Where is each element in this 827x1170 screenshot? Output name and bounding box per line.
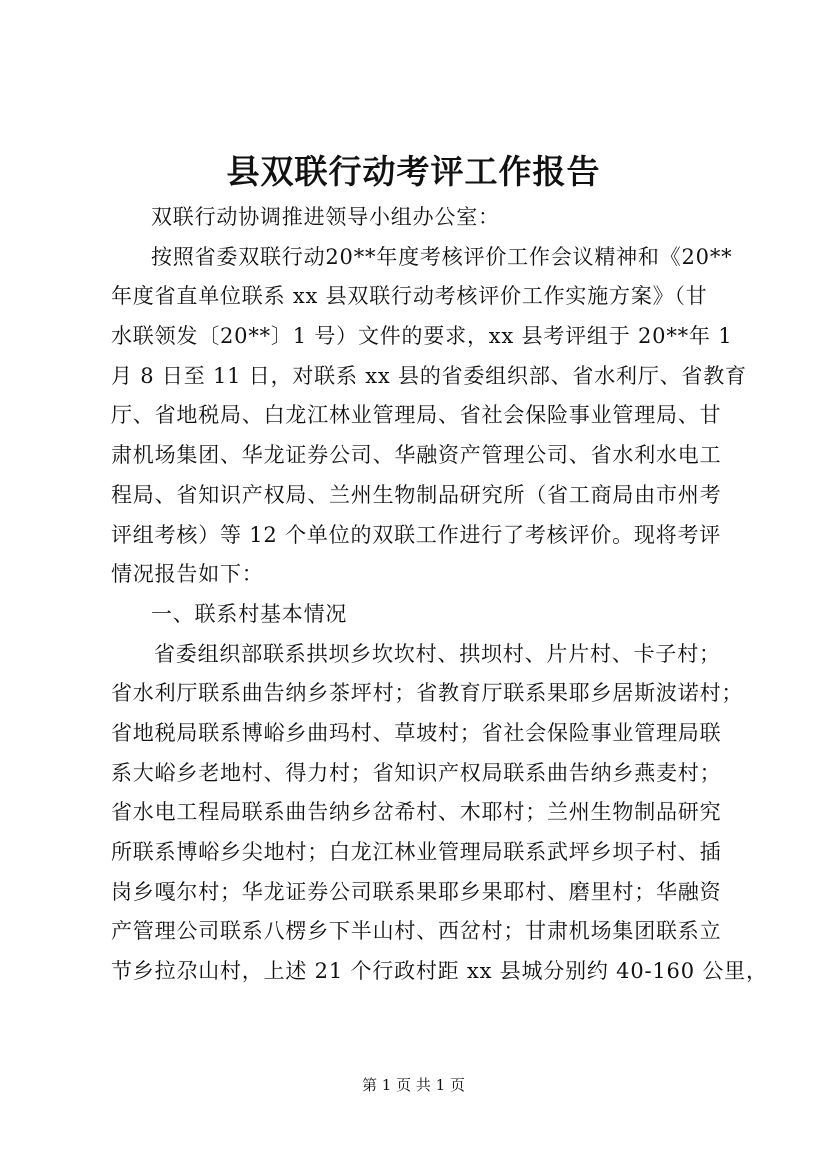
text-line: 所联系博峪乡尖地村；白龙江林业管理局联系武坪乡坝子村、插 [111,840,722,864]
text-line: 省地税局联系博峪乡曲玛村、草坡村；省社会保险事业管理局联 [111,720,722,745]
document-body [111,198,768,992]
text-line: 年度省直单位联系 xx 县双联行动考核评价工作实施方案》（甘 [111,284,708,309]
text-line: 水联领发〔20**〕1 号）文件的要求，xx 县考评组于 20**年 1 [111,324,733,349]
text-line: 肃机场集团、华龙证券公司、华融资产管理公司、省水利水电工 [111,443,722,468]
text-line: 省委组织部联系拱坝乡坎坎村、拱坝村、片片村、卡子村； [154,641,721,666]
text-line: 省水电工程局联系曲告纳乡岔希村、木耶村；兰州生物制品研究 [111,800,722,825]
page-footer: 第 1 页 共 1 页 [362,1076,465,1094]
text-line: 产管理公司联系八楞乡下半山村、西岔村；甘肃机场集团联系立 [111,919,722,944]
text-line: 月 8 日至 11 日，对联系 xx 县的省委组织部、省水利厅、省教育 [111,363,747,388]
text-line: 情况报告如下： [111,562,264,587]
text-line: 厅、省地税局、白龙江林业管理局、省社会保险事业管理局、甘 [111,403,722,428]
text-line: 系大峪乡老地村、得力村；省知识产权局联系曲告纳乡燕麦村； [111,760,722,785]
text-line: 省水利厅联系曲告纳乡茶坪村；省教育厅联系果耶乡居斯波诺村； [111,681,744,706]
text-line: 按照省委双联行动20**年度考核评价工作会议精神和《20** [151,244,733,269]
document-title: 县双联行动考评工作报告 [226,152,601,191]
section-heading: 一、联系村基本情况 [151,601,348,626]
text-line-salutation: 双联行动协调推进领导小组办公室： [151,205,500,229]
text-line: 程局、省知识产权局、兰州生物制品研究所（省工商局由市州考 [111,482,722,507]
text-line: 岗乡嘎尔村；华龙证券公司联系果耶乡果耶村、磨里村；华融资 [111,879,722,904]
text-line: 评组考核）等 12 个单位的双联工作进行了考核评价。现将考评 [111,522,722,547]
text-line: 节乡拉尕山村，上述 21 个行政村距 xx 县城分别约 40-160 公里， [111,959,768,984]
